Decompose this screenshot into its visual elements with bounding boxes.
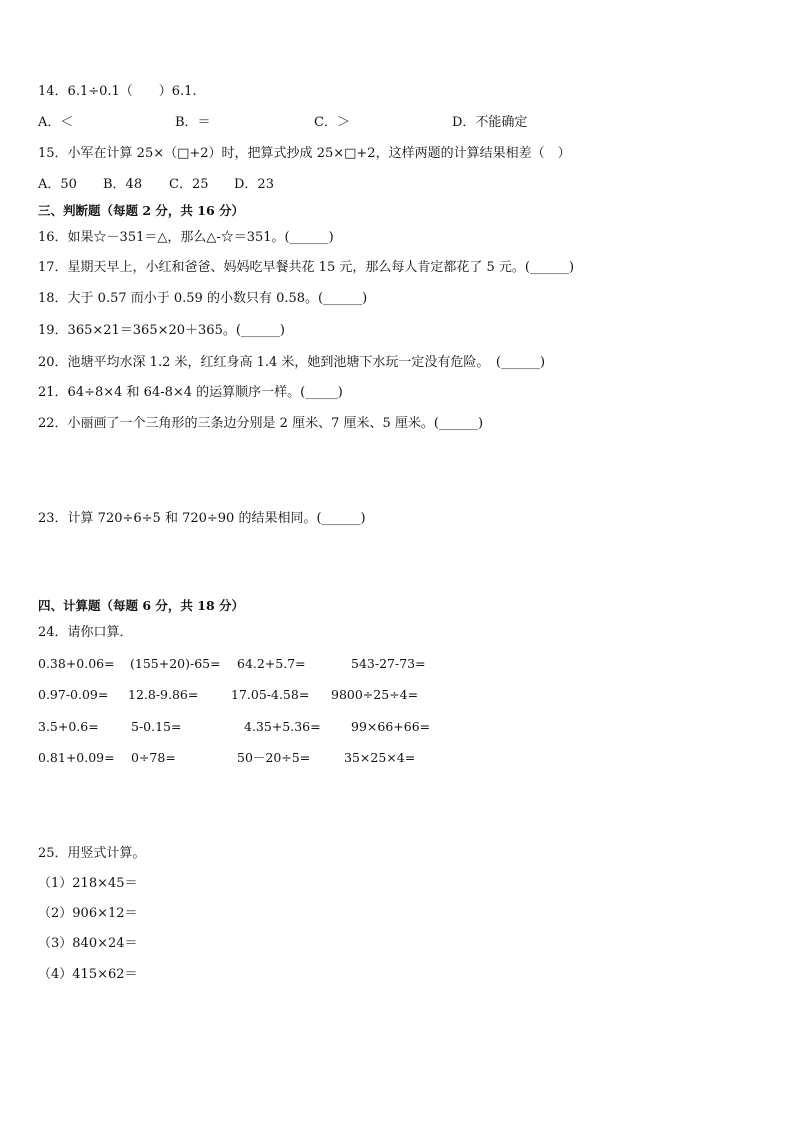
calc-cell: 5-0.15= <box>131 719 182 734</box>
q15-option-d: D．23 <box>234 177 274 192</box>
vertical-calc-item-3: （3）840×24＝ <box>38 936 138 951</box>
calc-cell: 0.38+0.06= <box>38 656 115 671</box>
question-14-stem: 14．6.1÷0.1（ ）6.1. <box>38 84 197 99</box>
calc-cell: 3.5+0.6= <box>38 719 99 734</box>
vertical-calc-item-1: （1）218×45＝ <box>38 876 138 891</box>
calc-cell: (155+20)-65= <box>130 656 221 671</box>
q14-option-a: A．＜ <box>38 115 74 130</box>
calc-cell: 17.05-4.58= <box>231 687 310 702</box>
q14-option-b: B．＝ <box>175 115 211 130</box>
question-25-stem: 25．用竖式计算。 <box>38 846 146 861</box>
calc-cell: 0.81+0.09= <box>38 750 115 765</box>
judge-question-20: 20．池塘平均水深 1.2 米，红红身高 1.4 米，她到池塘下水玩一定没有危险。 (______) <box>38 355 546 370</box>
judge-question-17: 17．星期天早上，小红和爸爸、妈妈吃早餐共花 15 元，那么每人肯定都花了 5 元。(______) <box>38 260 575 275</box>
calc-cell: 543-27-73= <box>351 656 426 671</box>
q15-option-a: A．50 <box>38 177 77 192</box>
judge-question-22: 22．小丽画了一个三角形的三条边分别是 2 厘米、7 厘米、5 厘米。(______) <box>38 416 484 431</box>
question-24-stem: 24．请你口算． <box>38 625 133 640</box>
judge-question-21: 21．64÷8×4 和 64-8×4 的运算顺序一样。(_____) <box>38 385 343 400</box>
q15-option-b: B．48 <box>103 177 143 192</box>
calc-cell: 64.2+5.7= <box>237 656 306 671</box>
judge-question-16: 16．如果☆－351＝△，那么△-☆＝351。(______) <box>38 230 334 245</box>
calc-cell: 0÷78= <box>131 750 176 765</box>
question-15-stem: 15．小军在计算 25×（□+2）时，把算式抄成 25×□+2，这样两题的计算结果相差（ ） <box>38 146 571 161</box>
calc-cell: 50－20÷5= <box>237 750 311 765</box>
calc-cell: 4.35+5.36= <box>244 719 321 734</box>
judge-question-18: 18．大于 0.57 而小于 0.59 的小数只有 0.58。(______) <box>38 291 368 306</box>
judge-question-19: 19．365×21＝365×20＋365。(______) <box>38 323 285 338</box>
section-3-title: 三、判断题（每题 2 分，共 16 分） <box>38 203 245 218</box>
q14-option-d: D．不能确定 <box>452 115 528 130</box>
vertical-calc-item-2: （2）906×12＝ <box>38 906 138 921</box>
vertical-calc-item-4: （4）415×62＝ <box>38 967 138 982</box>
q14-option-c: C．＞ <box>314 115 350 130</box>
judge-question-23: 23．计算 720÷6÷5 和 720÷90 的结果相同。(______) <box>38 511 366 526</box>
calc-cell: 12.8-9.86= <box>128 687 199 702</box>
calc-cell: 35×25×4= <box>344 750 416 765</box>
calc-cell: 9800÷25÷4= <box>331 687 419 702</box>
q15-option-c: C．25 <box>169 177 209 192</box>
calc-cell: 99×66+66= <box>351 719 431 734</box>
section-4-title: 四、计算题（每题 6 分，共 18 分） <box>38 598 245 613</box>
calc-cell: 0.97-0.09= <box>38 687 109 702</box>
